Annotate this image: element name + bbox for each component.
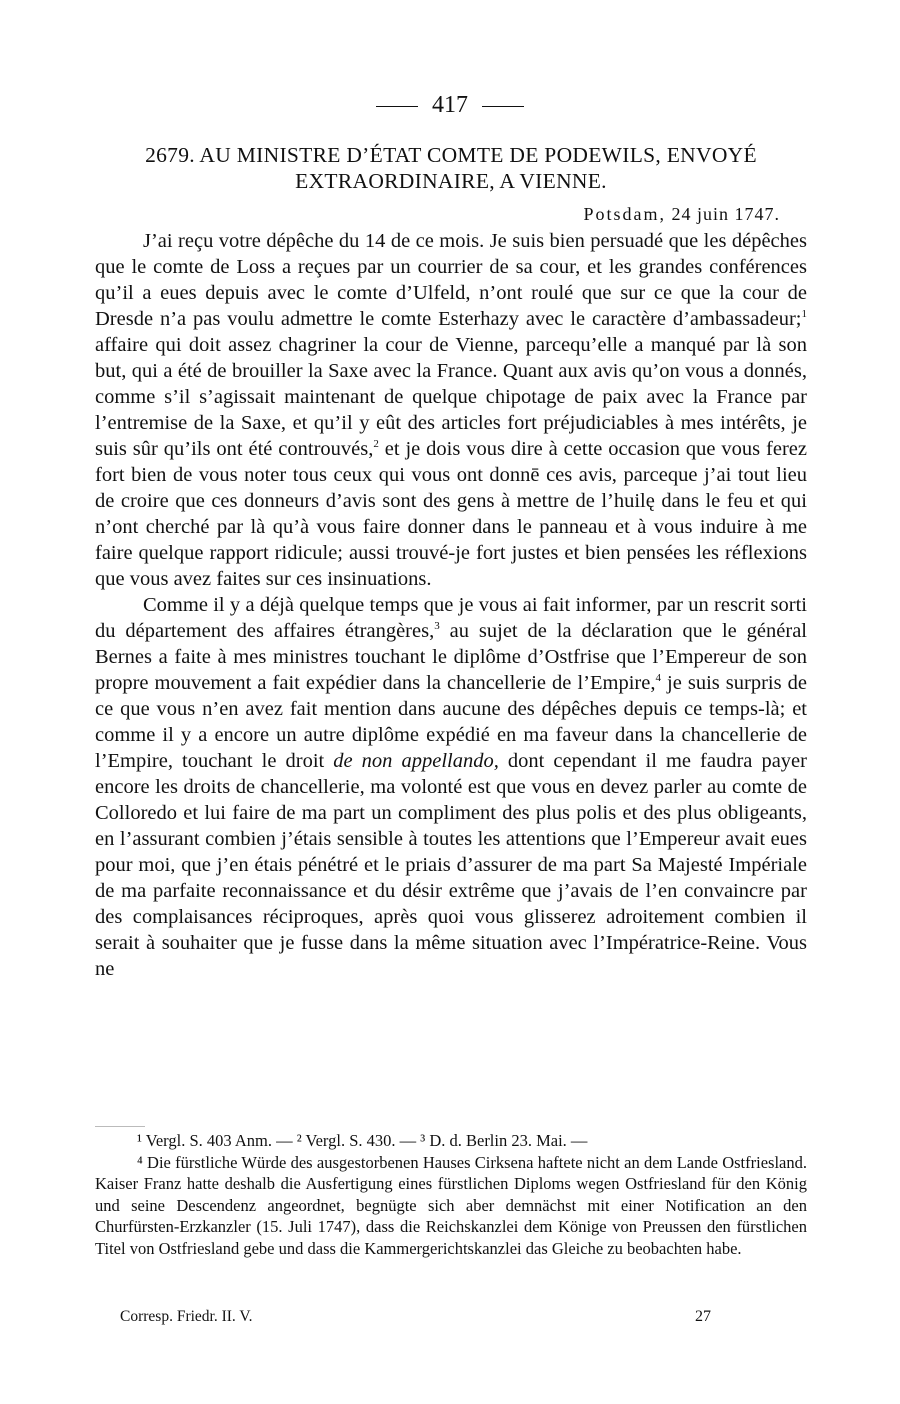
page-footer [120, 1308, 720, 1326]
paragraph-1-text-b: affaire qui doit assez chagriner la cour de Vienne, parcequ’elle a manqué par là son but, qui a été de brouiller la Saxe avec la France. Quant aux avis qu’on vous a donnés, comme s’il s’agissait maintenant de quelque chipotage de paix avec la France par l’entremise de la Saxe, et qu’il y eût des articles fort préjudiciables à mes intérêts, je suis sûr qu’ils ont été controuvés, [95, 334, 807, 460]
footnote-ref-4: 4 [655, 672, 661, 685]
signature-mark: 27 [695, 1308, 711, 1325]
footer-title: Corresp. Friedr. II. V. [120, 1308, 253, 1325]
paragraph-1 [95, 228, 807, 592]
paragraph-2 [95, 592, 807, 982]
dateline [583, 204, 780, 225]
paragraph-1-text: J’ai reçu votre dépêche du 14 de ce mois. Je suis bien persuadé que les dépêches que le comte de Loss a reçues par un courrier de sa cour, et les grandes conférences qu’il a eues depuis avec le comte d’Ulfeld, n’ont roulé que sur ce que la cour de Dresde n’a pas voulu admettre le comte Esterhazy avec le caractère d’ambassadeur; [95, 230, 807, 330]
footnote-ref-3: 3 [434, 620, 440, 633]
left-dash [376, 106, 418, 107]
page-header [0, 92, 900, 119]
page-number: 417 [432, 92, 468, 118]
footnote-rule [95, 1126, 145, 1127]
footnote-4: ⁴ Die fürstliche Würde des ausgestorbenen Hauses Cirksena haftete nicht an dem Lande Ostfriesland. Kaiser Franz hatte deshalb die Ausfertigung eines fürstlichen Diploms wegen Ostfriesland für den König und seine Descendenz angeordnet, begnügte sich aber demnächst mit einer Notification an den Churfürsten-Erzkanzler (15. Juli 1747), dass die Reichskanzlei dem Könige von Preussen den fürstlichen Titel von Ostfriesland gebe und dass die Kammergerichtskanzlei das Gleiche zu beobachten habe. [95, 1152, 807, 1258]
paragraph-2-text-b: au sujet de la déclaration que le général Bernes a faite à mes ministres touchant le diplôme d’Ostfrise que l’Empereur de son propre mouvement a fait expédier dans la chancellerie de l’Empire, [95, 620, 808, 694]
right-dash [482, 106, 524, 107]
footnotes [95, 1130, 807, 1259]
footnote-ref-1: 1 [801, 308, 807, 321]
dateline-place: Potsdam, [583, 204, 666, 224]
letter-body [95, 228, 807, 982]
heading-line-2: EXTRAORDINAIRE, A VIENNE. [295, 169, 607, 193]
footnote-ref-2: 2 [373, 438, 379, 451]
paragraph-2-text: Comme il y a déjà quelque temps que je vous ai fait informer, par un rescrit sorti du département des affaires étrangères, [95, 594, 807, 642]
paragraph-2-text-d: dont cependant il me faudra payer encore les droits de chancellerie, ma volonté est que vous en devez parler au comte de Colloredo et lui faire de ma part un compliment des plus polis et des plus obligeants, en l’assurant combien j’étais sensible à toutes les attentions que l’Empereur avait eues pour moi, que j’en étais pénétré et le priais d’assurer de ma part Sa Majesté Impériale de ma parfaite reconnaissance et du désir extrême que j’avais de l’en convaincre par des complaisances réciproques, après quoi vous glisserez adroitement combien il serait à souhaiter que je fusse dans la même situation avec l’Impératrice-Reine. Vous ne [95, 750, 807, 980]
footnote-line-1: ¹ Vergl. S. 403 Anm. — ² Vergl. S. 430. — ³ D. d. Berlin 23. Mai. — [137, 1131, 588, 1150]
paragraph-2-text-c: je suis surpris de ce que vous n’en avez fait mention dans aucune des dépêches depuis ce temps-là; et comme il y a encore un autre diplôme expédié en ma faveur dans la chancellerie de l’Empire, touchant le droit [95, 672, 808, 772]
dateline-date: 24 juin 1747. [671, 204, 780, 224]
heading-line-1: 2679. AU MINISTRE D’ÉTAT COMTE DE PODEWILS, ENVOYÉ [145, 143, 757, 167]
letter-heading [95, 142, 807, 194]
paragraph-1-text-c: et je dois vous dire à cette occasion que vous ferez fort bien de vous noter tous ceux qui vous ont donnē ces avis, parceque j’ai tout lieu de croire que ces donneurs d’avis sont des gens à mettre de l’huilę dans le feu et qui n’ont cherché par là qu’à vous faire donner dans le panneau et à vous induire à me faire quelque rapport ridicule; aussi trouvé-je fort justes et bien pensées les réflexions que vous avez faites sur ces insinuations. [95, 438, 807, 590]
latin-phrase: de non appellando, [333, 750, 499, 772]
